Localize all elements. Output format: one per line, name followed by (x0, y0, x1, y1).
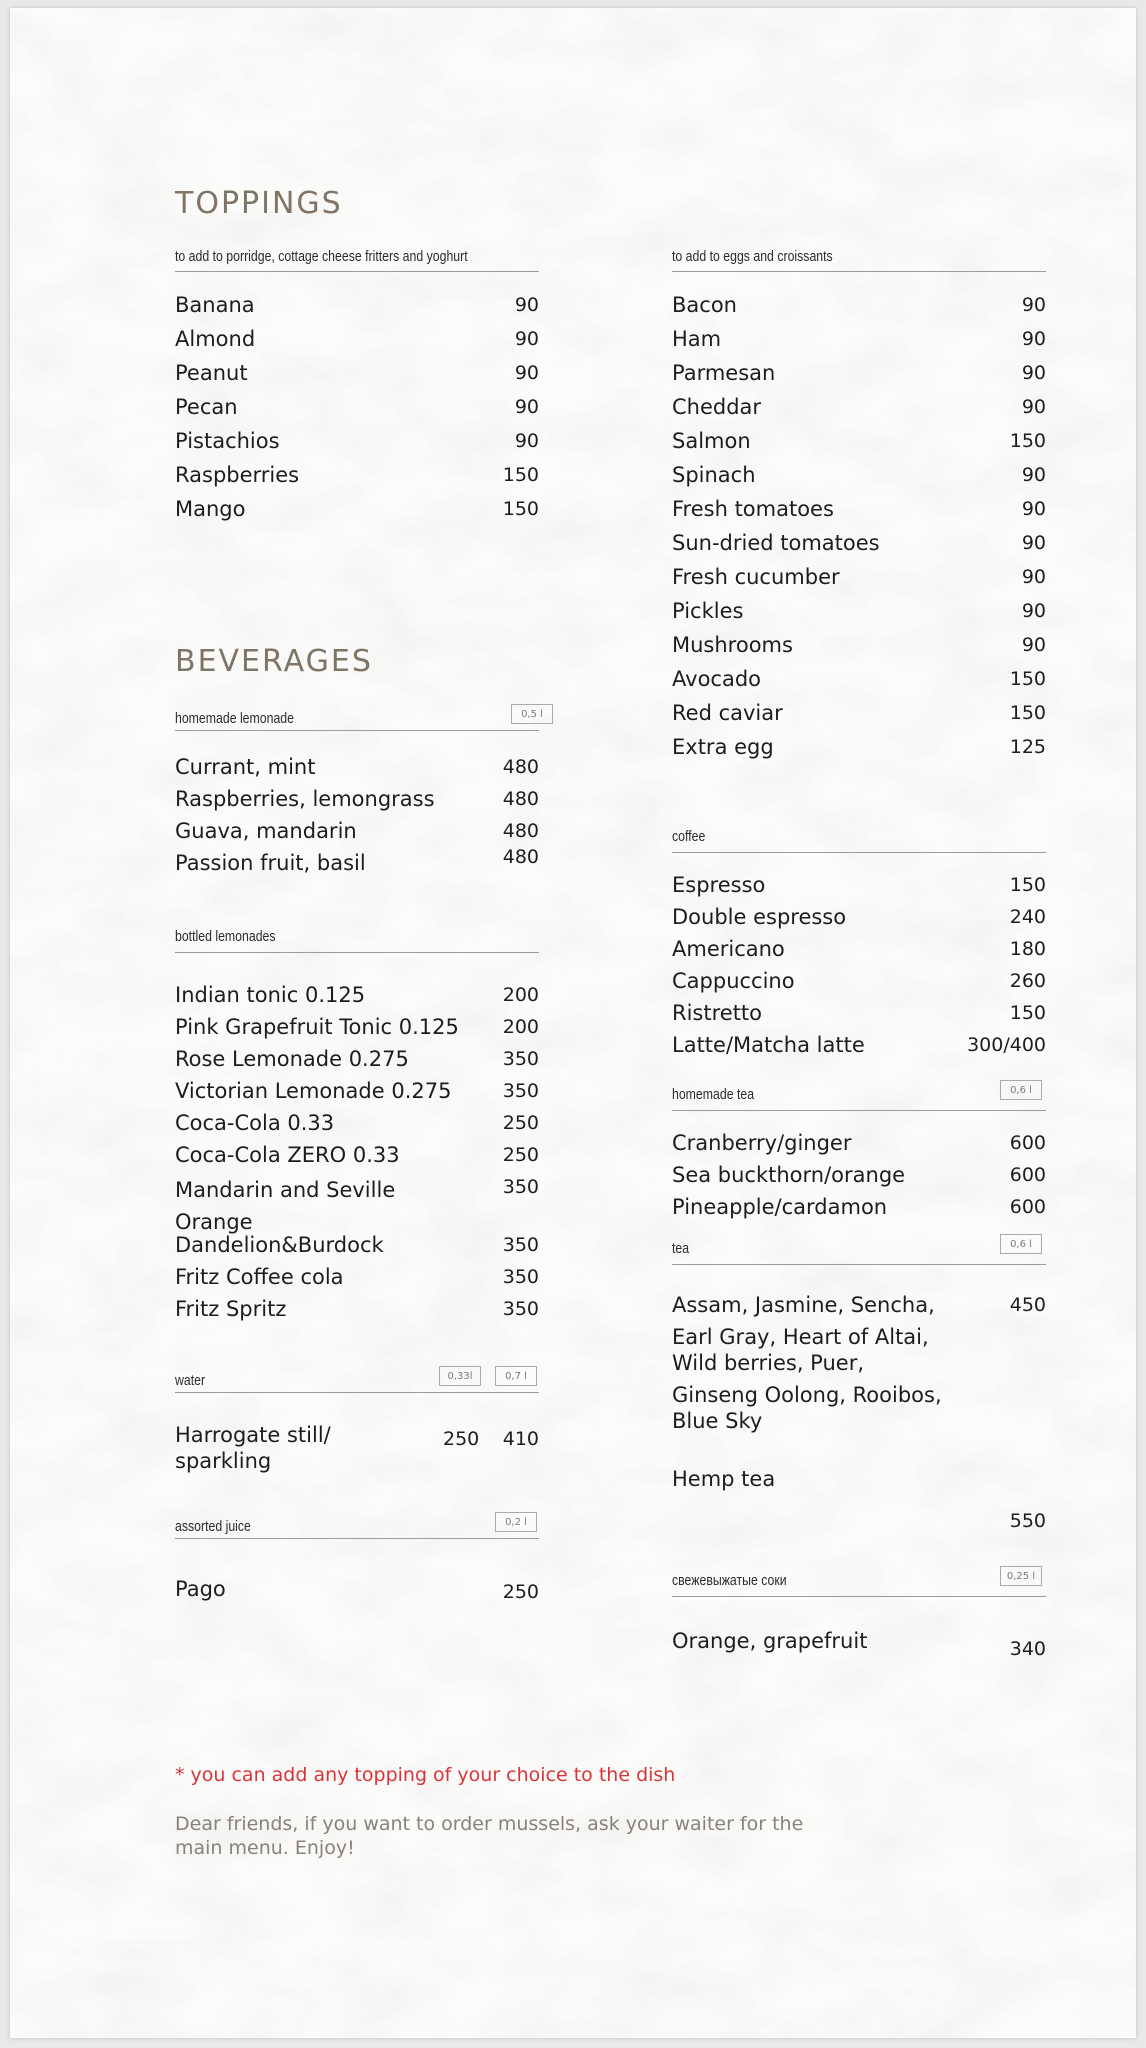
water-label: water (175, 1372, 206, 1389)
coffee-label: coffee (672, 828, 706, 845)
list-item-price: 90 (1021, 362, 1046, 384)
list-item-price: 150 (1009, 430, 1046, 452)
homemade-lemonade-label: homemade lemonade (175, 710, 294, 727)
list-item-name: Avocado (672, 667, 762, 691)
list-item-name: Pineapple/cardamon (672, 1195, 888, 1219)
menu-page (10, 8, 1136, 2038)
list-item-price: 350 (502, 1048, 539, 1070)
tea-line-3: Ginseng Oolong, Rooibos, Blue Sky (672, 1383, 942, 1433)
list-item-name: Banana (175, 293, 255, 317)
list-item-name: Sea buckthorn/orange (672, 1163, 906, 1187)
beverages-title: BEVERAGES (175, 644, 373, 679)
list-item-price: 90 (1021, 328, 1046, 350)
list-item-name: Red caviar (672, 701, 783, 725)
list-item-name: Cheddar (672, 395, 762, 419)
list-item-price: 90 (1021, 600, 1046, 622)
list-item-price: 150 (502, 464, 539, 486)
list-item-name: Sun-dried tomatoes (672, 531, 880, 555)
divider (175, 1392, 539, 1393)
list-item-price: 125 (1009, 736, 1046, 758)
list-item-name: Pistachios (175, 429, 280, 453)
list-item-price: 260 (1009, 970, 1046, 992)
list-item-price: 250 (502, 1144, 539, 1166)
list-item-name: Passion fruit, basil (175, 851, 366, 875)
list-item-price: 480 (502, 820, 539, 842)
list-item-price: 480 (502, 756, 539, 778)
juice-item-name: Pago (175, 1577, 226, 1601)
tea-label: tea (672, 1240, 690, 1257)
list-item-name: Fritz Coffee cola (175, 1265, 344, 1289)
list-item-price: 150 (1009, 668, 1046, 690)
list-item-price: 90 (1021, 566, 1046, 588)
homemade-tea-label: homemade tea (672, 1086, 755, 1103)
list-item-name: Raspberries (175, 463, 300, 487)
volume-tag: 0,2 l (495, 1512, 537, 1532)
list-item-name: Pecan (175, 395, 238, 419)
list-item-name: Fritz Spritz (175, 1297, 287, 1321)
volume-tag: 0,25 l (1000, 1566, 1042, 1586)
water-price-large: 410 (502, 1428, 539, 1450)
list-item-name: Fresh tomatoes (672, 497, 834, 521)
list-item-name: Peanut (175, 361, 248, 385)
list-item-price: 90 (1021, 532, 1046, 554)
list-item-price: 300/400 (967, 1034, 1046, 1056)
list-item-price: 240 (1009, 906, 1046, 928)
tea-line-1-price: 450 (1009, 1294, 1046, 1316)
list-item-price: 90 (514, 396, 539, 418)
list-item-price: 90 (514, 430, 539, 452)
list-item-name: Rose Lemonade 0.275 (175, 1047, 409, 1071)
mussels-note: Dear friends, if you want to order mussels, ask your waiter for the main menu. Enjoy! (175, 1813, 804, 1859)
volume-tag-large: 0,7 l (495, 1366, 537, 1386)
list-item-name: Currant, mint (175, 755, 316, 779)
divider (672, 1264, 1046, 1265)
list-item-name: Raspberries, lemongrass (175, 787, 435, 811)
list-item-name: Indian tonic 0.125 (175, 983, 366, 1007)
divider (175, 1538, 539, 1539)
list-item-price: 350 (502, 1266, 539, 1288)
list-item-name: Spinach (672, 463, 756, 487)
list-item-name: Espresso (672, 873, 766, 897)
list-item-name: Double espresso (672, 905, 847, 929)
list-item-name: Ristretto (672, 1001, 763, 1025)
topping-note: * you can add any topping of your choice to the dish (175, 1764, 676, 1786)
list-item-name: Mushrooms (672, 633, 793, 657)
list-item-price: 90 (1021, 294, 1046, 316)
list-item-name: Mango (175, 497, 246, 521)
list-item-price: 150 (502, 498, 539, 520)
list-item-name: Parmesan (672, 361, 776, 385)
water-price-small: 250 (443, 1428, 480, 1450)
list-item-price: 350 (502, 1176, 539, 1198)
list-item-price: 350 (502, 1298, 539, 1320)
list-item-name: Fresh cucumber (672, 565, 840, 589)
list-item-price: 150 (1009, 874, 1046, 896)
divider (672, 852, 1046, 853)
toppings-title: TOPPINGS (175, 186, 343, 221)
list-item-name: Bacon (672, 293, 737, 317)
list-item-price: 350 (502, 1234, 539, 1256)
list-item-name: Guava, mandarin (175, 819, 357, 843)
list-item-name: Mandarin and Seville Orange (175, 1178, 396, 1234)
divider (175, 271, 539, 272)
list-item-name: Cranberry/ginger (672, 1131, 852, 1155)
divider (175, 952, 539, 953)
divider (672, 1596, 1046, 1597)
list-item-name: Coca-Cola 0.33 (175, 1111, 335, 1135)
list-item-name: Almond (175, 327, 256, 351)
hemp-tea-name: Hemp tea (672, 1467, 776, 1491)
list-item-name: Latte/Matcha latte (672, 1033, 865, 1057)
list-item-name: Salmon (672, 429, 751, 453)
divider (672, 271, 1046, 272)
water-item-name: Harrogate still/ sparkling (175, 1423, 331, 1473)
fresh-juice-label: свежевыжатые соки (672, 1572, 787, 1589)
tea-line-2: Earl Gray, Heart of Altai, Wild berries, Puer, (672, 1325, 929, 1375)
divider (672, 1110, 1046, 1111)
list-item-name: Cappuccino (672, 969, 795, 993)
list-item-price: 90 (1021, 498, 1046, 520)
list-item-name: Pickles (672, 599, 744, 623)
list-item-name: Extra egg (672, 735, 774, 759)
list-item-price: 200 (502, 1016, 539, 1038)
fresh-juice-item-price: 340 (1009, 1638, 1046, 1660)
list-item-price: 90 (1021, 396, 1046, 418)
list-item-name: Pink Grapefruit Tonic 0.125 (175, 1015, 459, 1039)
list-item-price: 180 (1009, 938, 1046, 960)
list-item-name: Dandelion&Burdock (175, 1233, 384, 1257)
list-item-price: 90 (1021, 464, 1046, 486)
list-item-name: Ham (672, 327, 722, 351)
list-item-price: 200 (502, 984, 539, 1006)
list-item-price: 480 (502, 788, 539, 810)
list-item-price: 480 (502, 846, 539, 868)
list-item-price: 90 (514, 362, 539, 384)
list-item-price: 600 (1009, 1196, 1046, 1218)
list-item-price: 600 (1009, 1164, 1046, 1186)
divider (175, 730, 539, 731)
list-item-price: 350 (502, 1080, 539, 1102)
volume-tag: 0,6 l (1000, 1234, 1042, 1254)
list-item-price: 90 (1021, 634, 1046, 656)
bottled-lemonades-label: bottled lemonades (175, 928, 276, 945)
juice-item-price: 250 (502, 1581, 539, 1603)
list-item-price: 150 (1009, 1002, 1046, 1024)
list-item-name: Americano (672, 937, 785, 961)
volume-tag: 0,5 l (511, 704, 553, 724)
list-item-name: Victorian Lemonade 0.275 (175, 1079, 452, 1103)
list-item-price: 250 (502, 1112, 539, 1134)
toppings-eggs-subtitle: to add to eggs and croissants (672, 248, 833, 265)
list-item-price: 90 (514, 328, 539, 350)
list-item-price: 90 (514, 294, 539, 316)
list-item-name: Coca-Cola ZERO 0.33 (175, 1143, 400, 1167)
fresh-juice-item-name: Orange, grapefruit (672, 1629, 868, 1653)
toppings-porridge-subtitle: to add to porridge, cottage cheese fritters and yoghurt (175, 248, 468, 265)
assorted-juice-label: assorted juice (175, 1518, 251, 1535)
list-item-price: 600 (1009, 1132, 1046, 1154)
hemp-tea-price: 550 (1009, 1510, 1046, 1532)
list-item-price: 150 (1009, 702, 1046, 724)
volume-tag: 0,6 l (1000, 1080, 1042, 1100)
volume-tag-small: 0,33l (439, 1366, 481, 1386)
tea-line-1: Assam, Jasmine, Sencha, (672, 1293, 935, 1317)
